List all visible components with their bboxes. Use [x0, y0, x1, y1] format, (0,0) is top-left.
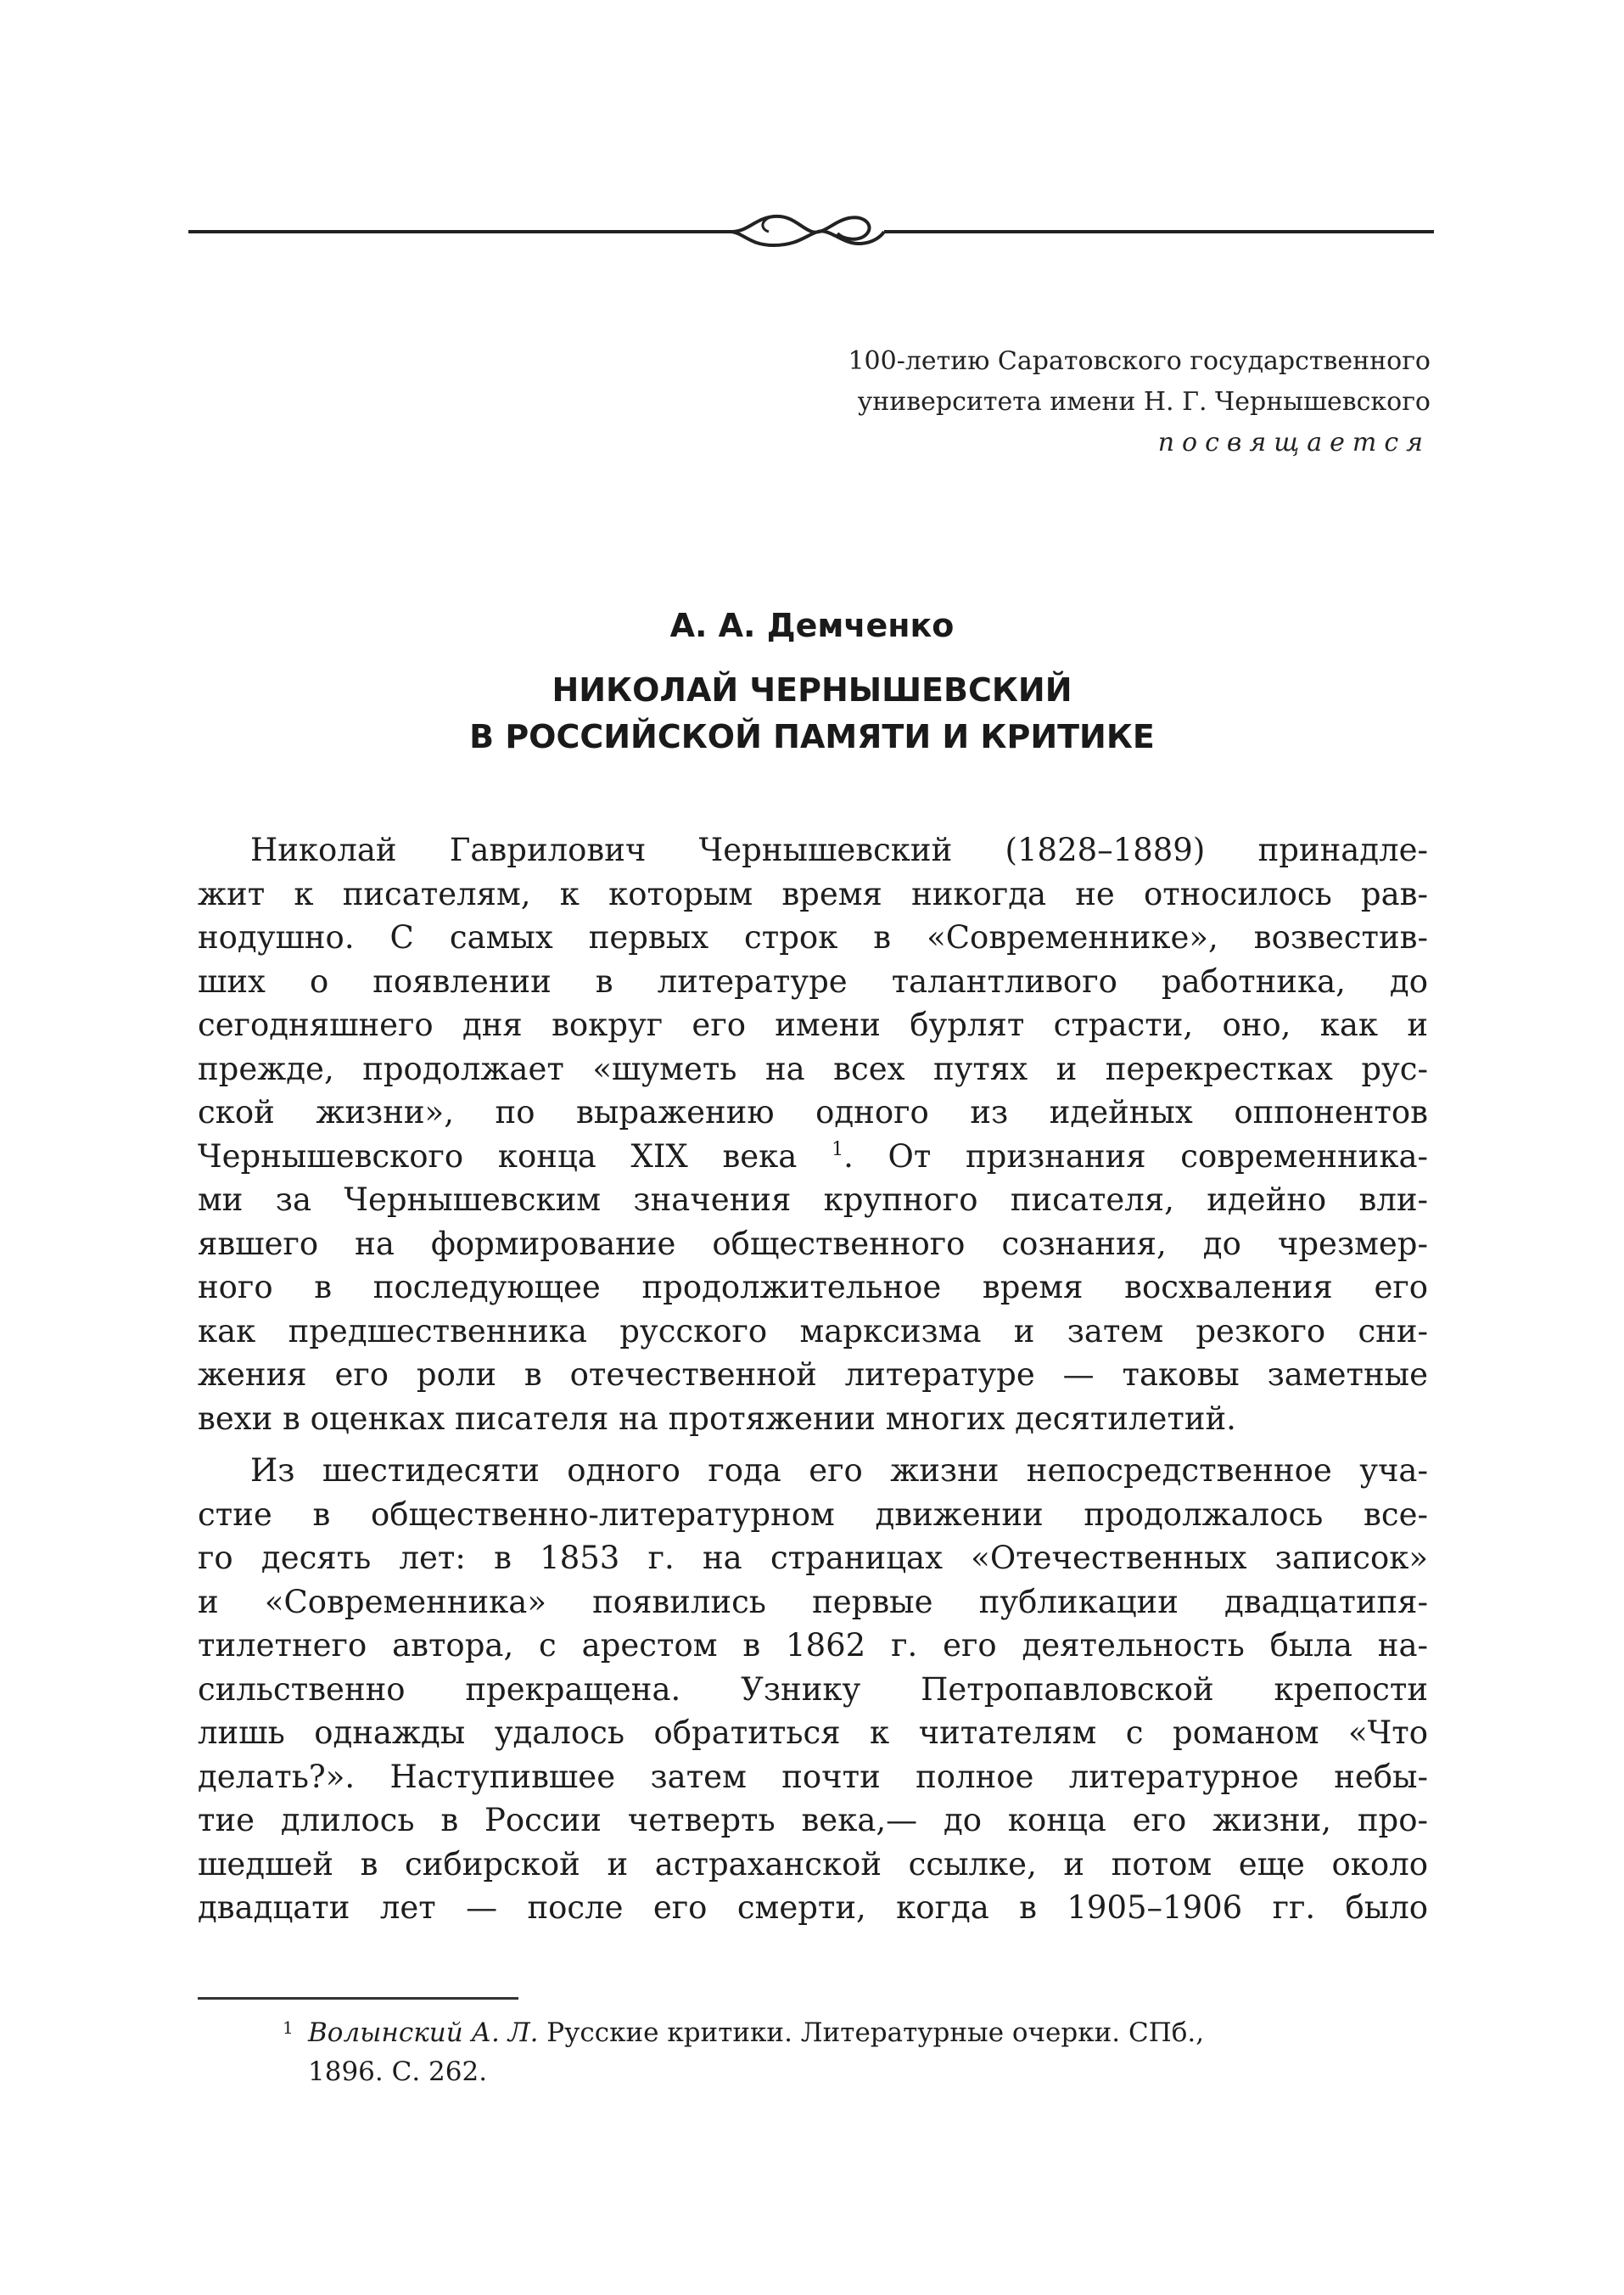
p1-line: жения его роли в отечественной литературе — таковы заметные — [198, 1356, 1428, 1393]
ornamental-divider — [188, 199, 1434, 259]
p2-line: и «Современника» появились первые публикации двадцатипя- — [198, 1583, 1428, 1620]
p1-line: ми за Чернышевским значения крупного писателя, идейно вли- — [198, 1181, 1428, 1218]
dedication-line-2: университета имени Н. Г. Чернышевского — [857, 387, 1431, 417]
footnote-divider — [198, 1997, 518, 2000]
author-name: А. А. Демченко — [669, 607, 955, 644]
p1-line-with-footnote — [198, 1135, 1428, 1179]
footnote — [198, 2013, 1428, 2091]
dedication-line-3: посвящается — [1157, 428, 1431, 457]
p2-line: шедшей в сибирской и астраханской ссылке, и потом еще около — [198, 1845, 1428, 1883]
p1-line: прежде, продолжает «шуметь на всех путях и перекрестках рус- — [198, 1050, 1428, 1087]
p1-line: жит к писателям, к которым время никогда не относилось рав- — [198, 875, 1428, 912]
p2-line: делать?». Наступившее затем почти полное литературное небы- — [198, 1758, 1428, 1795]
footnote-line-2: 1896. С. 262. — [308, 2057, 488, 2087]
p1-line: вехи в оценках писателя на протяжении многих десятилетий. — [198, 1400, 1236, 1437]
footnote-ref[interactable]: 1 — [832, 1138, 844, 1160]
p1-line: ших о появлении в литературе талантливого работника, до — [198, 962, 1428, 1000]
p2-line: Из шестидесяти одного года его жизни непосредственное уча- — [250, 1452, 1428, 1489]
footnote-author: Волынский А. Л. — [308, 2017, 539, 2048]
p1-line: явшего на формирование общественного сознания, до чрезмер- — [198, 1225, 1428, 1262]
p1-line-8-tail: . От признания современника- — [843, 1137, 1428, 1175]
p1-line: ного в последующее продолжительное время восхваления его — [198, 1269, 1428, 1305]
footnote-line-1 — [198, 2013, 1428, 2052]
p2-line: тилетнего автора, с арестом в 1862 г. его деятельность была на- — [198, 1627, 1428, 1664]
p1-line: сегодняшнего дня вокруг его имени бурлят страсти, оно, как и — [198, 1007, 1428, 1043]
dedication-line-1: 100-летию Саратовского государственного — [848, 346, 1431, 376]
title-line-1: НИКОЛАЙ ЧЕРНЫШЕВСКИЙ — [552, 671, 1072, 709]
footnote-text-1: Русские критики. Литературные очерки. СПб., — [538, 2017, 1205, 2048]
dedication — [848, 341, 1431, 463]
p1-line: нодушно. С самых первых строк в «Современнике», возвестив- — [198, 919, 1428, 956]
article-title — [0, 667, 1624, 760]
p2-line: сильственно прекращена. Узнику Петропавловской крепости — [198, 1670, 1428, 1708]
p2-line: лишь однажды удалось обратиться к читателям с романом «Что — [198, 1714, 1428, 1751]
title-line-2: В РОССИЙСКОЙ ПАМЯТИ И КРИТИКЕ — [469, 718, 1155, 755]
article-body — [198, 828, 1428, 1930]
p1-line-8-head: Чернышевского конца XIX века — [198, 1137, 798, 1175]
p1-line: как предшественника русского марксизма и затем резкого сни- — [198, 1312, 1428, 1350]
p2-line: тие длилось в России четверть века,— до конца его жизни, про- — [198, 1802, 1428, 1838]
p1-line: Николай Гаврилович Чернышевский (1828–1889) принадле- — [250, 832, 1428, 868]
footnote-marker: 1 — [283, 2017, 294, 2038]
p1-line: ской жизни», по выражению одного из идейных оппонентов — [198, 1094, 1428, 1131]
p2-line: двадцати лет — после его смерти, когда в 1905–1906 гг. было — [198, 1889, 1428, 1926]
p2-line: стие в общественно-литературном движении продолжалось все- — [198, 1495, 1428, 1533]
p2-line: го десять лет: в 1853 г. на страницах «Отечественных записок» — [198, 1540, 1428, 1576]
